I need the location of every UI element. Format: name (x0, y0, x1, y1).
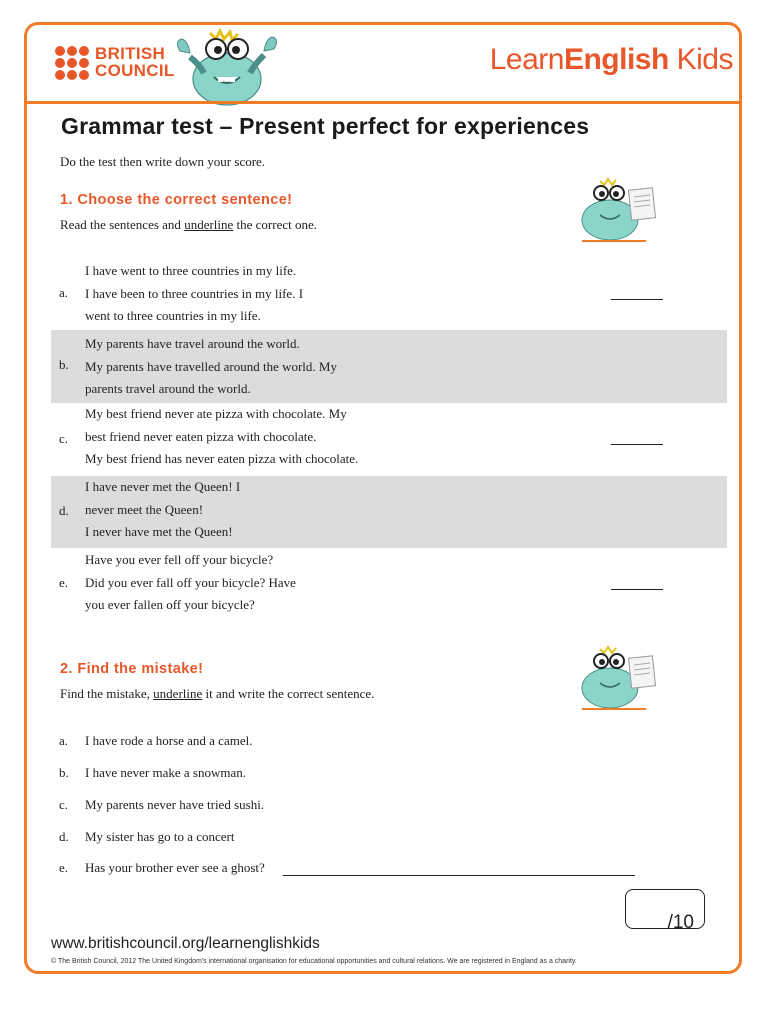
intro-text: Do the test then write down your score. (60, 154, 266, 169)
british-council-dots-icon (55, 46, 91, 82)
monster-reading-icon (572, 175, 662, 245)
list-item: b. My parents have travel around the world. My parents have travelled around the world. My parents travel around the world. (51, 330, 727, 403)
page-title: Grammar test – Present perfect for experiences (61, 113, 590, 139)
section1-heading: 1. Choose the correct sentence! (60, 192, 293, 208)
score-box[interactable]: /10 (625, 889, 705, 929)
list-item: c. My best friend never ate pizza with chocolate. My best friend never eaten pizza with chocolate. My best friend has never eaten pizza with chocolate. (51, 403, 727, 476)
footer-copyright: © The British Council, 2012 The United Kingdom's international organisation for educational opportunities and cultural relations. We are registered in England as a charity. (51, 958, 577, 965)
british-council-wordmark: BRITISH COUNCIL (95, 44, 175, 80)
section1-instructions: Read the sentences and underline the correct one. (60, 217, 318, 232)
answer-blank[interactable] (611, 588, 663, 590)
footer-url[interactable]: www.britishcouncil.org/learnenglishkids (51, 935, 320, 952)
monster-mascot-icon (172, 27, 282, 109)
page-frame: BRITISH COUNCIL LearnEnglish Kids Grammar test – Present perfect for experiences Do the test then write down your score. 1. Choose the correct sentence! Read the sentences and underline the correct one. a. I have went to three countries in my life. I have been to three countries in my life. I went to three countries in my life. b. My parents have travel around the world. My parents have travelled around the world. My parents travel around the world. c. My best friend never ate pizza with chocolate. My best friend never eaten pizza with chocolate. My best friend has never eaten pizza with chocolate. d. I have never met the Queen! I never meet the Queen! I never have met the Queen! e. Have you ever fell off your bicycle? Did you ever fall off your bicycle? Have you ever fallen off your bicycle? 2. Find the mistake! Find the mistake, underline it and write the correct sentence. a. I have rode a horse and a camel. b. I have never make a snowman. c. My parents never have tried sushi. d. My sister has go to a concert e. Has your brother ever see a ghost? /10 www.britishcouncil.org/learnenglishkids © The British Council, 2012 The United Kingdom's international organisation for educational opportunities and cultural relations. We are registered in England as a charity. (24, 22, 742, 974)
list-item: a. I have went to three countries in my life. I have been to three countries in my life. I went to three countries in my life. (51, 260, 727, 330)
answer-blank[interactable] (611, 298, 663, 300)
section2-instructions: Find the mistake, underline it and write the correct sentence. (60, 686, 375, 701)
header-divider (27, 101, 739, 104)
answer-blank[interactable] (611, 443, 663, 445)
section2-heading: 2. Find the mistake! (60, 661, 204, 677)
learnenglish-kids-logo: LearnEnglish Kids (489, 43, 733, 76)
list-item: e. Have you ever fell off your bicycle? Did you ever fall off your bicycle? Have you ever fallen off your bicycle? (51, 548, 727, 620)
answer-line[interactable] (283, 875, 635, 876)
monster-reading-icon (572, 643, 662, 713)
list-item: d. I have never met the Queen! I never meet the Queen! I never have met the Queen! (51, 476, 727, 548)
